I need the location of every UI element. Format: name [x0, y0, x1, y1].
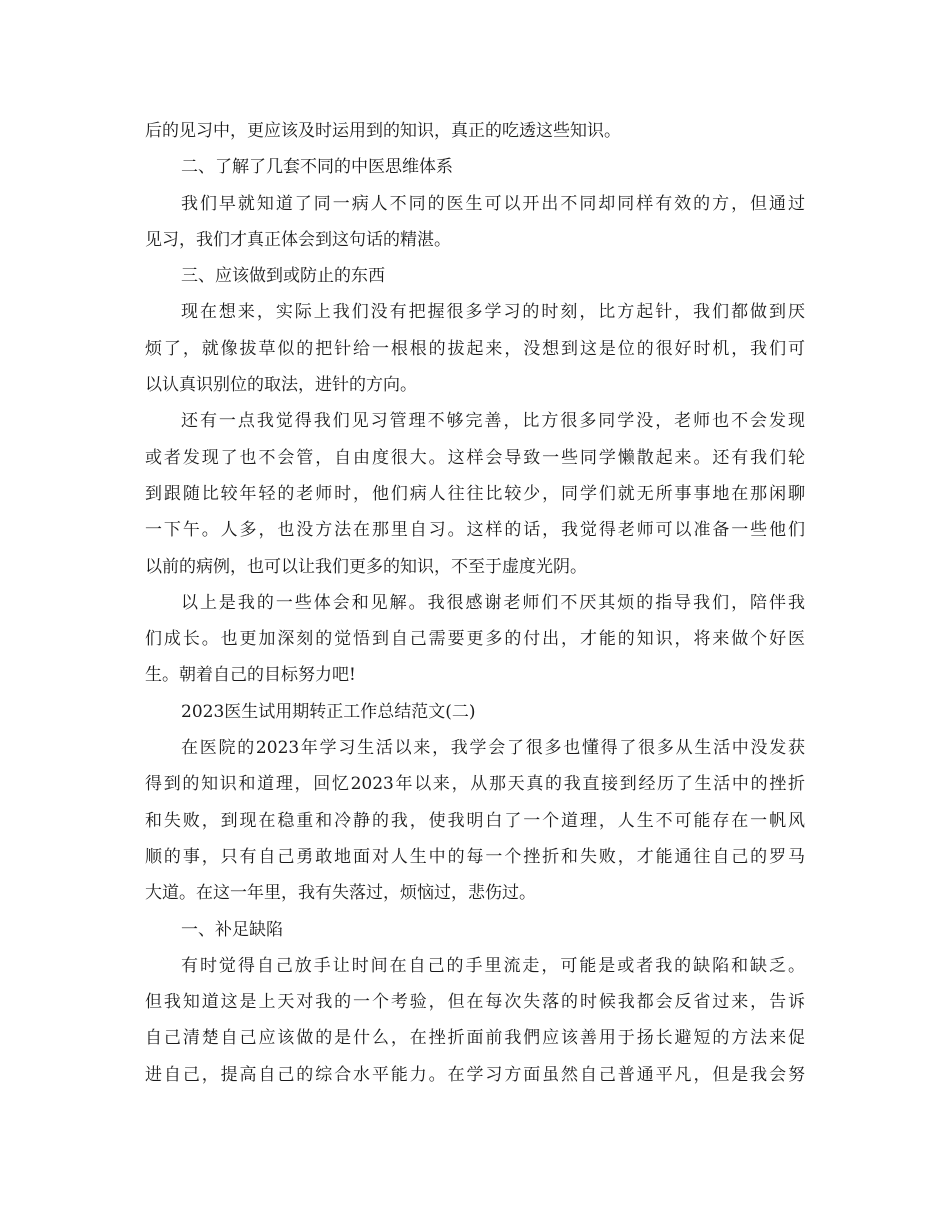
text-line: 到跟随比较年轻的老师时，他们病人往往比较少，同学们就无所事事地在那闲聊 — [145, 483, 805, 504]
text-line: 现在想来，实际上我们没有把握很多学习的时刻，比方起针，我们都做到厌 — [181, 302, 805, 323]
text-line: 和失败，到现在稳重和冷静的我，使我明白了一个道理，人生不可能存在一帆风 — [145, 810, 805, 831]
section-heading: 三、应该做到或防止的东西 — [181, 266, 385, 287]
text-line: 后的见习中，更应该及时运用到的知识，真正的吃透这些知识。 — [145, 121, 621, 141]
section-heading: 二、了解了几套不同的中医思维体系 — [181, 157, 453, 178]
text-line: 有时觉得自己放手让时间在自己的手里流走，可能是或者我的缺陷和缺乏。 — [181, 955, 805, 976]
text-line: 生。朝着自己的目标努力吧! — [145, 665, 356, 686]
article-subtitle: 2023医生试用期转正工作总结范文(二) — [181, 701, 476, 722]
text-line: 们成长。也更加深刻的觉悟到自己需要更多的付出，才能的知识，将来做个好医 — [145, 629, 805, 650]
text-line: 在医院的2023年学习生活以来，我学会了很多也懂得了很多从生活中没发获 — [181, 738, 805, 759]
text-line: 以前的病例，也可以让我们更多的知识，不至于虚度光阴。 — [145, 556, 587, 577]
text-line: 进自己，提高自己的综合水平能力。在学习方面虽然自己普通平凡，但是我会努 — [145, 1064, 805, 1085]
text-line: 见习，我们才真正体会到这句话的精湛。 — [145, 229, 451, 250]
text-line: 自己清楚自己应该做的是什么，在挫折面前我們应该善用于扬长避短的方法来促 — [145, 1028, 805, 1049]
text-line: 得到的知识和道理，回忆2023年以来，从那天真的我直接到经历了生活中的挫折 — [145, 774, 805, 795]
text-line: 或者发现了也不会管，自由度很大。这样会导致一些同学懒散起来。还有我们轮 — [145, 447, 805, 468]
text-line: 以上是我的一些体会和见解。我很感谢老师们不厌其烦的指导我们，陪伴我 — [181, 592, 805, 613]
text-line: 但我知道这是上天对我的一个考验，但在每次失落的时候我都会反省过来，告诉 — [145, 992, 805, 1013]
text-line: 烦了，就像拔草似的把针给一根根的拔起来，没想到这是位的很好时机，我们可 — [145, 338, 805, 359]
text-line: 我们早就知道了同一病人不同的医生可以开出不同却同样有效的方，但通过 — [181, 193, 805, 214]
document-body — [145, 113, 805, 1093]
text-line: 还有一点我觉得我们见习管理不够完善，比方很多同学没，老师也不会发现 — [181, 411, 805, 432]
text-line: 以认真识别位的取法，进针的方向。 — [145, 375, 417, 396]
text-line: 大道。在这一年里，我有失落过，烦恼过，悲伤过。 — [145, 883, 536, 904]
text-line: 一下午。人多，也没方法在那里自习。这样的话，我觉得老师可以准备一些他们 — [145, 520, 805, 541]
text-line: 顺的事，只有自己勇敢地面对人生中的每一个挫折和失败，才能通往自己的罗马 — [145, 846, 805, 867]
section-heading: 一、补足缺陷 — [181, 919, 283, 940]
